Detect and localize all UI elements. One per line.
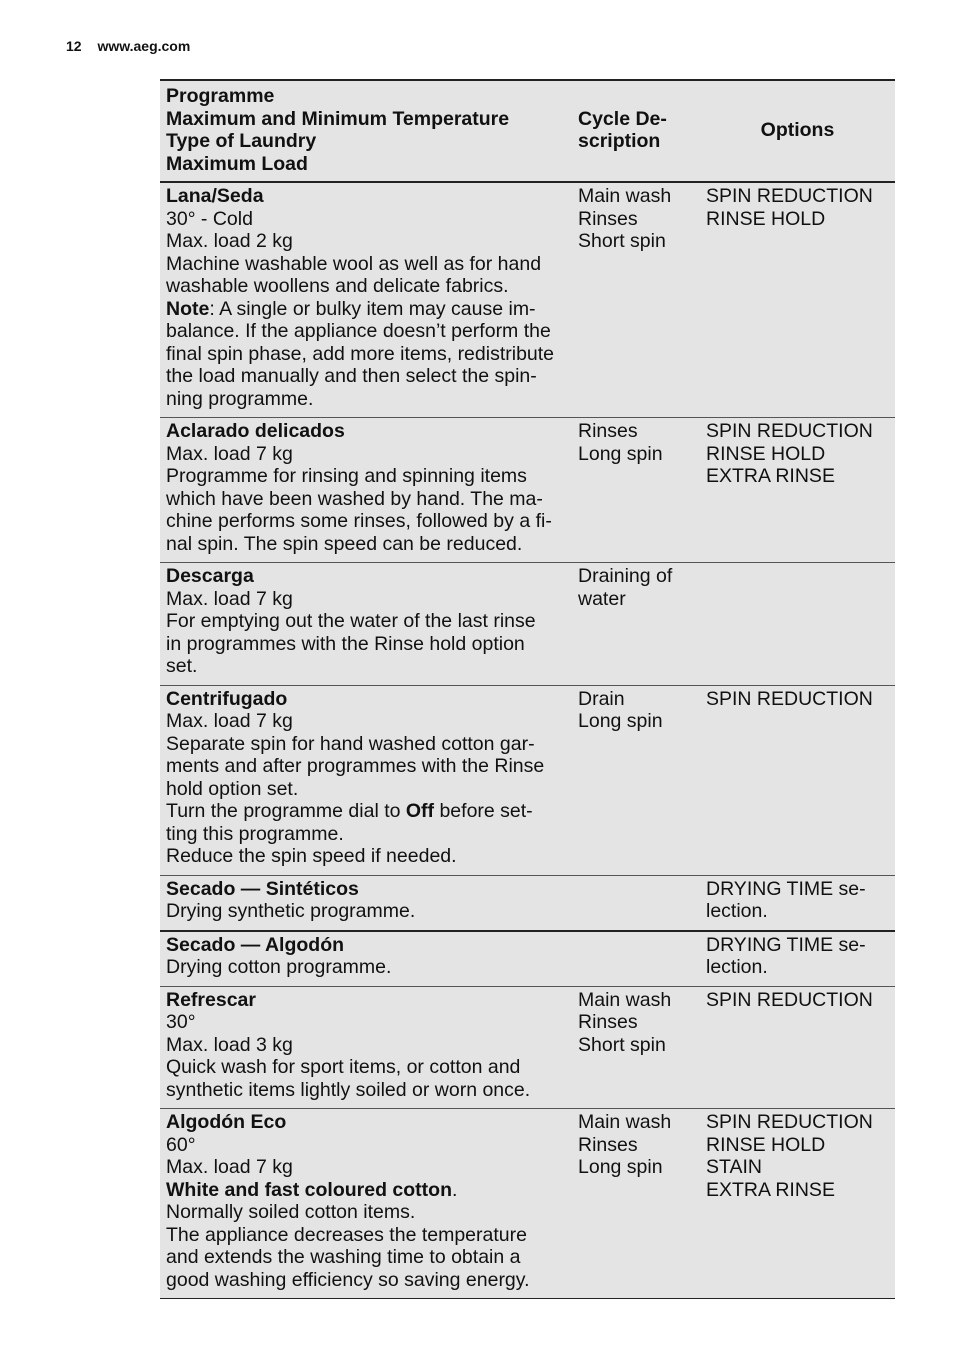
option-line: RINSE HOLD [706, 207, 826, 230]
table-row [160, 875, 895, 930]
description-line: Max. load 7 kg [166, 442, 293, 465]
cycle-line: Main wash [578, 185, 672, 207]
options-cell [700, 183, 895, 417]
programme-cell [160, 876, 573, 930]
programme-title: Centrifugado [166, 687, 288, 710]
options-cell [700, 686, 895, 875]
description-line: Max. load 7 kg [166, 710, 293, 732]
description-line: Max. load 3 kg [166, 1033, 293, 1056]
programme-cell [160, 686, 573, 875]
description-line: For emptying out the water of the last rinse [166, 610, 536, 632]
option-line: SPIN REDUCTION [706, 1111, 873, 1133]
description-line: Max. load 2 kg [166, 230, 293, 252]
cycle-cell [573, 932, 700, 986]
header-line: Type of Laundry [166, 130, 317, 152]
page-number: 12 [66, 38, 82, 54]
programme-title: Algodón Eco [166, 1111, 287, 1133]
cycle-line: Long spin [578, 710, 663, 732]
description-line: hold option set. [166, 777, 299, 800]
note-line: balance. If the appliance doesn’t perform the [166, 320, 551, 342]
option-line: SPIN REDUCTION [706, 687, 873, 710]
option-line: SPIN REDUCTION [706, 420, 873, 442]
cycle-cell [573, 563, 700, 685]
page-header [66, 38, 190, 54]
table-row [160, 1108, 895, 1298]
description-line: Machine washable wool as well as for hand [166, 252, 542, 275]
table-body [160, 181, 895, 1298]
table-row [160, 986, 895, 1109]
description-line: 30° [166, 1011, 196, 1033]
option-line: lection. [706, 956, 768, 978]
programme-table [160, 79, 895, 1299]
cycle-cell [573, 987, 700, 1109]
description-line: Drying synthetic programme. [166, 900, 416, 922]
laundry-type: White and fast coloured cotton [166, 1178, 452, 1201]
programme-cell [160, 932, 573, 986]
description-line: washable woollens and delicate fabrics. [166, 275, 509, 297]
options-cell [700, 418, 895, 562]
table-row [160, 685, 895, 875]
header-line: Cycle De- [578, 107, 667, 130]
description-line: Reduce the spin speed if needed. [166, 845, 457, 867]
header-options: Options [760, 118, 835, 141]
table-row [160, 417, 895, 562]
description-line: good washing efficiency so saving energy. [166, 1268, 530, 1291]
note-line: final spin phase, add more items, redistribute [166, 342, 555, 365]
note-text: : A single or bulky item may cause im- [209, 297, 536, 320]
option-line: lection. [706, 900, 768, 922]
header-cycle [573, 81, 700, 181]
cycle-line: Rinses [578, 420, 638, 442]
description-line: Normally soiled cotton items. [166, 1201, 416, 1223]
cycle-cell [573, 418, 700, 562]
cycle-line: Long spin [578, 442, 663, 465]
dial-off-label: Off [405, 800, 435, 822]
cycle-line: Long spin [578, 1156, 663, 1178]
cycle-cell [573, 183, 700, 417]
description-line: Quick wash for sport items, or cotton and [166, 1056, 521, 1078]
description-line: synthetic items lightly soiled or worn once. [166, 1078, 531, 1101]
description-line: nal spin. The spin speed can be reduced. [166, 532, 523, 555]
description-line: The appliance decreases the temperature [166, 1223, 527, 1246]
note-label: Note [166, 297, 210, 320]
description-line: and extends the washing time to obtain a [166, 1246, 521, 1268]
dial-text: Turn the programme dial to [166, 800, 406, 822]
programme-cell [160, 987, 573, 1109]
description-line: Max. load 7 kg [166, 1156, 293, 1178]
programme-cell [160, 563, 573, 685]
programme-title: Secado — Algodón [166, 933, 345, 956]
option-line: STAIN [706, 1156, 762, 1178]
description-line: set. [166, 655, 198, 677]
website-link[interactable]: www.aeg.com [97, 38, 191, 54]
option-line: RINSE HOLD [706, 1133, 826, 1156]
option-line: EXTRA RINSE [706, 1178, 835, 1201]
header-line: Maximum and Minimum Temperature [166, 107, 510, 130]
programme-title: Descarga [166, 565, 254, 587]
cycle-line: Rinses [578, 207, 638, 230]
header-line: Maximum Load [166, 152, 308, 175]
dial-text: before set- [434, 800, 533, 822]
dial-instruction [166, 800, 567, 823]
programme-title: Secado — Sintéticos [166, 877, 359, 900]
cycle-line: Main wash [578, 988, 672, 1011]
options-cell [700, 563, 895, 685]
options-cell [700, 876, 895, 930]
programme-title: Refrescar [166, 988, 256, 1011]
option-line: SPIN REDUCTION [706, 988, 873, 1011]
cycle-cell [573, 686, 700, 875]
description-line: ting this programme. [166, 822, 344, 845]
option-line: DRYING TIME se- [706, 933, 866, 956]
option-line: DRYING TIME se- [706, 877, 866, 900]
description-line: Programme for rinsing and spinning items [166, 465, 527, 487]
programme-cell [160, 1109, 573, 1298]
cycle-line: Main wash [578, 1111, 672, 1133]
cycle-line: Short spin [578, 230, 666, 252]
cycle-cell [573, 876, 700, 930]
table-row [160, 930, 895, 986]
cycle-line: Rinses [578, 1011, 638, 1033]
description-line: Drying cotton programme. [166, 956, 392, 978]
description-line: 60° [166, 1133, 196, 1156]
note-line [166, 298, 567, 321]
description-line: in programmes with the Rinse hold option [166, 632, 525, 655]
programme-title: Aclarado delicados [166, 420, 345, 442]
programme-title: Lana/Seda [166, 185, 264, 207]
cycle-line: water [578, 587, 626, 610]
cycle-cell [573, 1109, 700, 1298]
description-line: ments and after programmes with the Rinse [166, 755, 545, 777]
option-line: EXTRA RINSE [706, 465, 835, 487]
note-line: ning programme. [166, 387, 314, 410]
programme-cell [160, 183, 573, 417]
description-line: Max. load 7 kg [166, 587, 293, 610]
laundry-type-suffix: . [452, 1178, 458, 1201]
header-line: Programme [166, 85, 275, 107]
table-row [160, 181, 895, 417]
note-line: the load manually and then select the spin- [166, 365, 537, 387]
option-line: RINSE HOLD [706, 442, 826, 465]
cycle-line: Drain [578, 687, 625, 710]
laundry-type-line [166, 1179, 567, 1202]
header-programme [160, 81, 573, 181]
header-line: scription [578, 130, 661, 152]
cycle-line: Rinses [578, 1133, 638, 1156]
cycle-line: Draining of [578, 565, 673, 587]
description-line: which have been washed by hand. The ma- [166, 487, 543, 510]
description-line: Separate spin for hand washed cotton gar- [166, 732, 535, 755]
table-row [160, 562, 895, 685]
cycle-line: Short spin [578, 1033, 666, 1056]
programme-cell [160, 418, 573, 562]
options-cell [700, 987, 895, 1109]
option-line: SPIN REDUCTION [706, 185, 873, 207]
description-line: chine performs some rinses, followed by a fi- [166, 510, 552, 532]
options-cell [700, 932, 895, 986]
description-line: 30° - Cold [166, 207, 253, 230]
table-header-row [160, 81, 895, 181]
options-cell [700, 1109, 895, 1298]
